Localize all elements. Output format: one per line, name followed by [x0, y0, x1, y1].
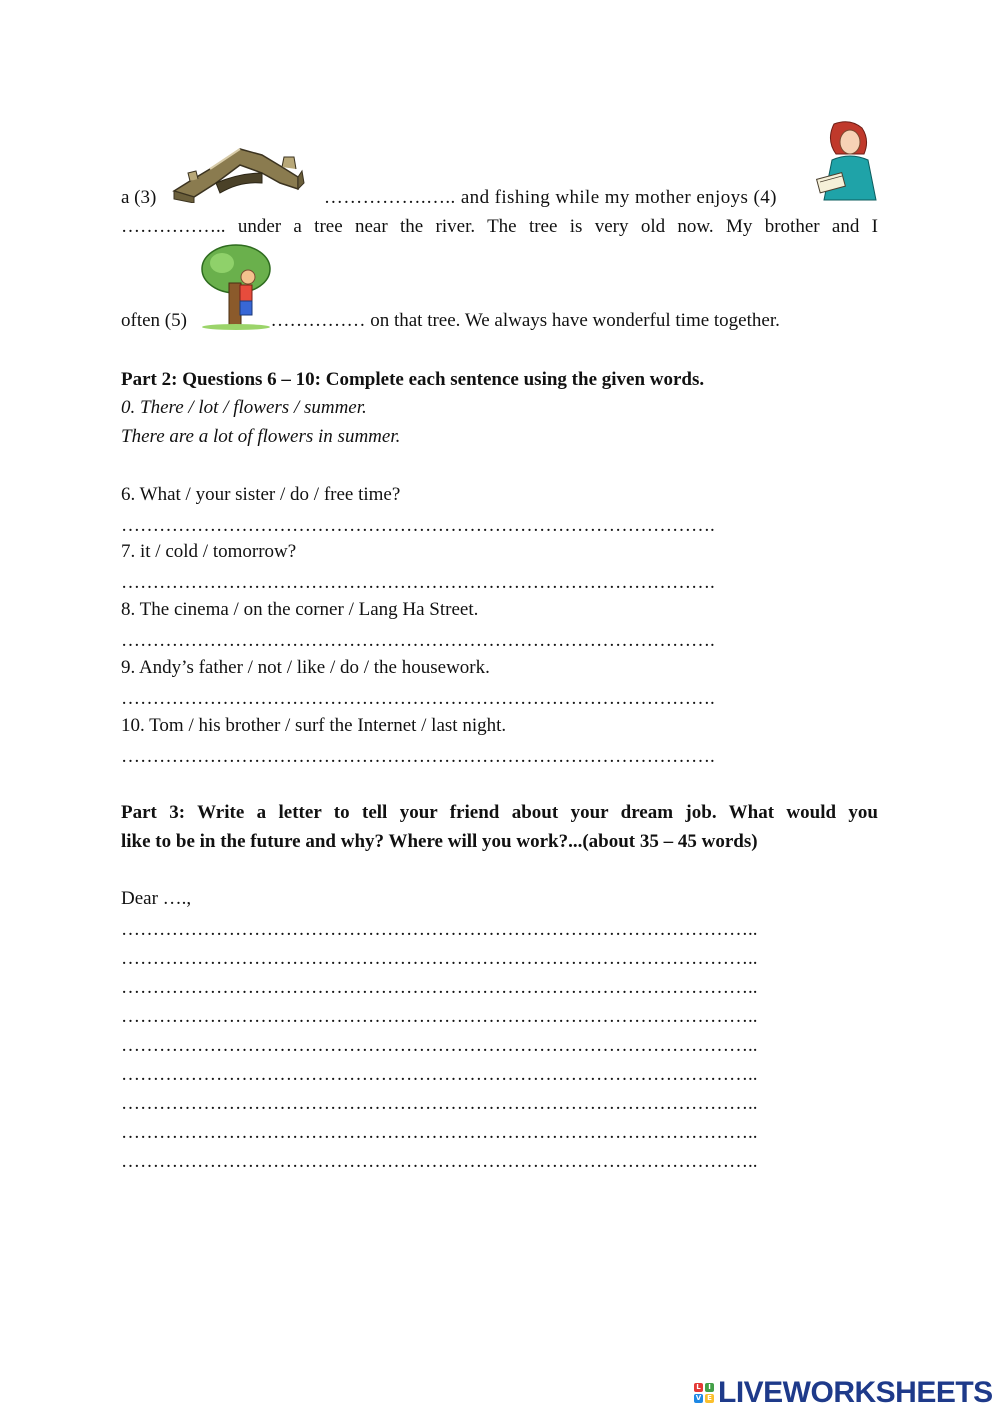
question-10: 10. Tom / his brother / surf the Internet / last night.: [121, 715, 507, 736]
part3-heading-line-2: like to be in the future and why? Where will you work?...(about 35 – 45 words): [121, 831, 758, 852]
passage-line-1: [121, 186, 878, 210]
writing-line-8[interactable]: ………………………………………………………………………………………..: [121, 1122, 758, 1143]
writing-line-6[interactable]: ………………………………………………………………………………………..: [121, 1064, 758, 1085]
logo-text: LIVEWORKSHEETS: [718, 1376, 993, 1409]
part2-heading: Part 2: Questions 6 – 10: Complete each sentence using the given words.: [121, 369, 705, 390]
passage-line-2: …………….. under a tree near the river. The tree is very old now. My brother and I: [121, 216, 878, 237]
question-6: 6. What / your sister / do / free time?: [121, 484, 401, 505]
passage-text-3: …………… on that tree. We always have wonderful time together.: [270, 310, 780, 331]
logo-letter: L: [694, 1383, 703, 1392]
letter-greeting: Dear ….,: [121, 888, 192, 909]
question-8: 8. The cinema / on the corner / Lang Ha Street.: [121, 599, 479, 620]
writing-line-4[interactable]: ………………………………………………………………………………………..: [121, 1006, 758, 1027]
writing-line-9[interactable]: ………………………………………………………………………………………..: [121, 1151, 758, 1172]
writing-line-3[interactable]: ………………………………………………………………………………………..: [121, 977, 758, 998]
logo-letter: V: [695, 1394, 702, 1402]
logo-letter: E: [705, 1394, 714, 1403]
answer-line-7[interactable]: ………………………………………………………………………………….: [121, 572, 715, 593]
example-prompt: 0. There / lot / flowers / summer.: [121, 397, 367, 418]
question-7: 7. it / cold / tomorrow?: [121, 541, 297, 562]
answer-line-10[interactable]: ………………………………………………………………………………….: [121, 746, 715, 767]
passage-text-1: …………….….. and fishing while my mother enjoys (4): [323, 187, 777, 208]
logo-mark-icon: [694, 1383, 714, 1403]
logo-letter: I: [705, 1383, 714, 1392]
passage-line-3: [121, 309, 780, 333]
liveworksheets-logo: [694, 1376, 993, 1410]
writing-line-1[interactable]: ………………………………………………………………………………………..: [121, 919, 758, 940]
answer-line-8[interactable]: ………………………………………………………………………………….: [121, 630, 715, 651]
answer-line-9[interactable]: ………………………………………………………………………………….: [121, 688, 715, 709]
writing-line-5[interactable]: ………………………………………………………………………………………..: [121, 1035, 758, 1056]
writing-line-7[interactable]: ………………………………………………………………………………………..: [121, 1093, 758, 1114]
writing-line-2[interactable]: ………………………………………………………………………………………..: [121, 948, 758, 969]
blank-5-label: often (5): [121, 310, 187, 331]
question-9: 9. Andy’s father / not / like / do / the housework.: [121, 657, 490, 678]
blank-3-label: a (3): [121, 187, 157, 208]
answer-line-6[interactable]: ………………………………………………………………………………….: [121, 515, 715, 536]
part3-heading-line-1: Part 3: Write a letter to tell your friend about your dream job. What would you: [121, 802, 878, 823]
example-answer: There are a lot of flowers in summer.: [121, 426, 401, 447]
